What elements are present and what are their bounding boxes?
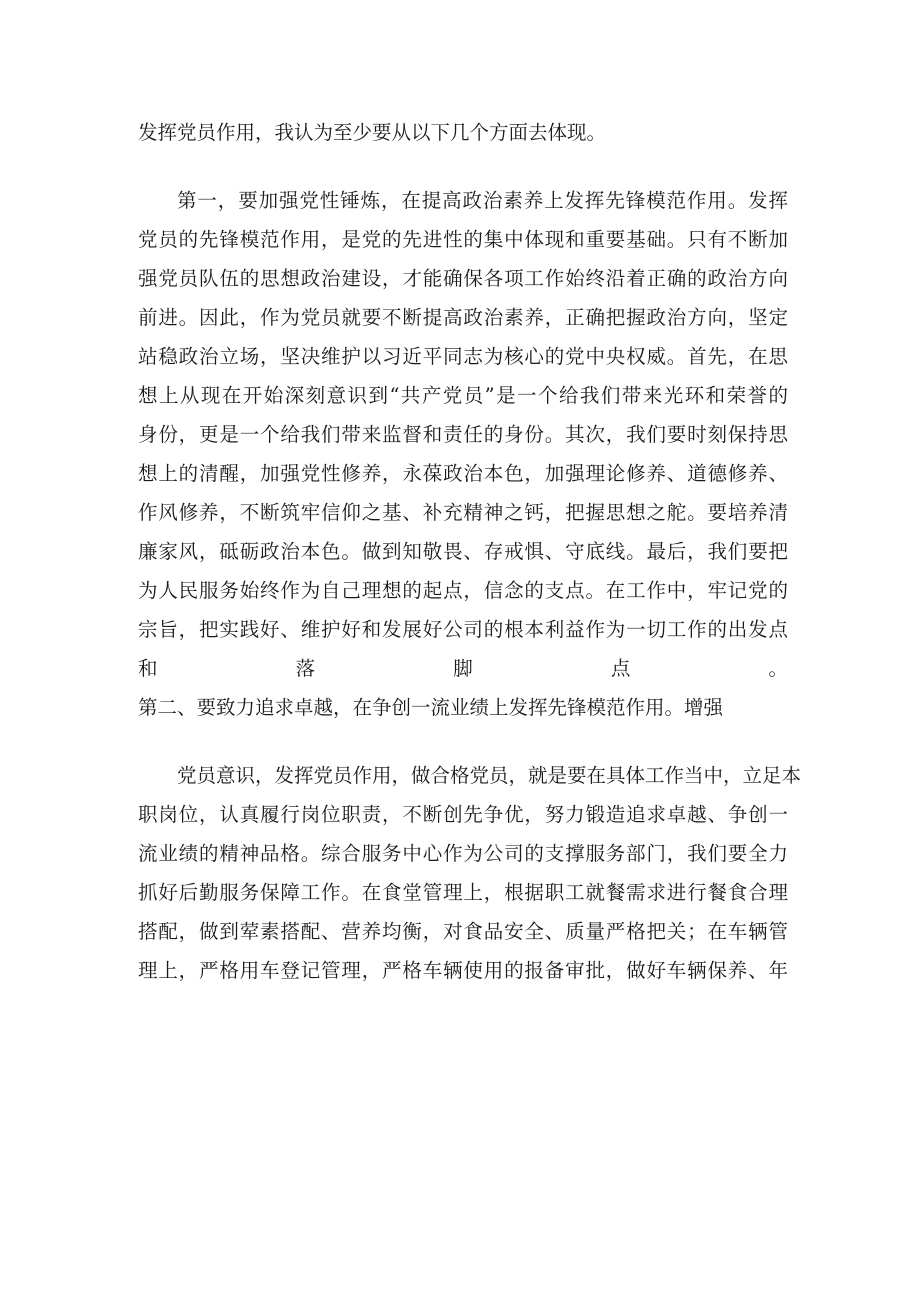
paragraph-2-line: 职岗位，认真履行岗位职责，不断创先争优，努力锻造追求卓越、争创一 (138, 803, 788, 826)
paragraph-2-line: 抓好后勤服务保障工作。在食堂管理上，根据职工就餐需求进行餐食合理 (138, 881, 788, 904)
paragraph-1-line: 想上从现在开始深刻意识到“共产党员”是一个给我们带来光环和荣誉的 (138, 384, 788, 407)
paragraph-1-line: 宗旨，把实践好、维护好和发展好公司的根本利益作为一切工作的出发点 (138, 618, 788, 641)
paragraph-1-line: 为人民服务始终作为自己理想的起点，信念的支点。在工作中，牢记党的 (138, 579, 788, 602)
paragraph-2-line: 流业绩的精神品格。综合服务中心作为公司的支撑服务部门，我们要全力 (138, 842, 788, 865)
paragraph-1-line: 想上的清醒，加强党性修养，永葆政治本色，加强理论修养、道德修养、 (138, 462, 788, 485)
paragraph-1-line: 廉家风，砥砺政治本色。做到知敬畏、存戒惧、守底线。最后，我们要把 (138, 540, 788, 563)
paragraph-1-line: 身份，更是一个给我们带来监督和责任的身份。其次，我们要时刻保持思 (138, 423, 788, 446)
paragraph-1-line: 第一，要加强党性锤炼，在提高政治素养上发挥先锋模范作用。发挥 (177, 189, 788, 212)
paragraph-2-line (138, 993, 788, 1027)
paragraph-2-line: 党员意识，发挥党员作用，做合格党员，就是要在具体工作当中，立足本 (177, 764, 802, 787)
paragraph-1-line: 作风修养，不断筑牢信仰之基、补充精神之钙，把握思想之舵。要培养清 (138, 501, 788, 524)
paragraph-1-line: 强党员队伍的思想政治建设，才能确保各项工作始终沿着正确的政治方向 (138, 267, 788, 290)
paragraph-1-line: 前进。因此，作为党员就要不断提高政治素养，正确把握政治方向，坚定 (138, 306, 788, 329)
paragraph-2-line: 搭配，做到荤素搭配、营养均衡，对食品安全、质量严格把关；在车辆管 (138, 920, 788, 943)
paragraph-intro-line: 发挥党员作用，我认为至少要从以下几个方面去体现。 (138, 121, 607, 144)
paragraph-2-line: 理上，严格用车登记管理，严格车辆使用的报备审批，做好车辆保养、年 (138, 959, 788, 982)
paragraph-1-line: 站稳政治立场，坚决维护以习近平同志为核心的党中央权威。首先，在思 (138, 345, 788, 368)
paragraph-1-line: 和落脚点。 (138, 657, 788, 680)
paragraph-1-line: 党员的先锋模范作用，是党的先进性的集中体现和重要基础。只有不断加 (138, 228, 788, 251)
paragraph-1-line: 第二、要致力追求卓越，在争创一流业绩上发挥先锋模范作用。增强 (138, 696, 724, 719)
